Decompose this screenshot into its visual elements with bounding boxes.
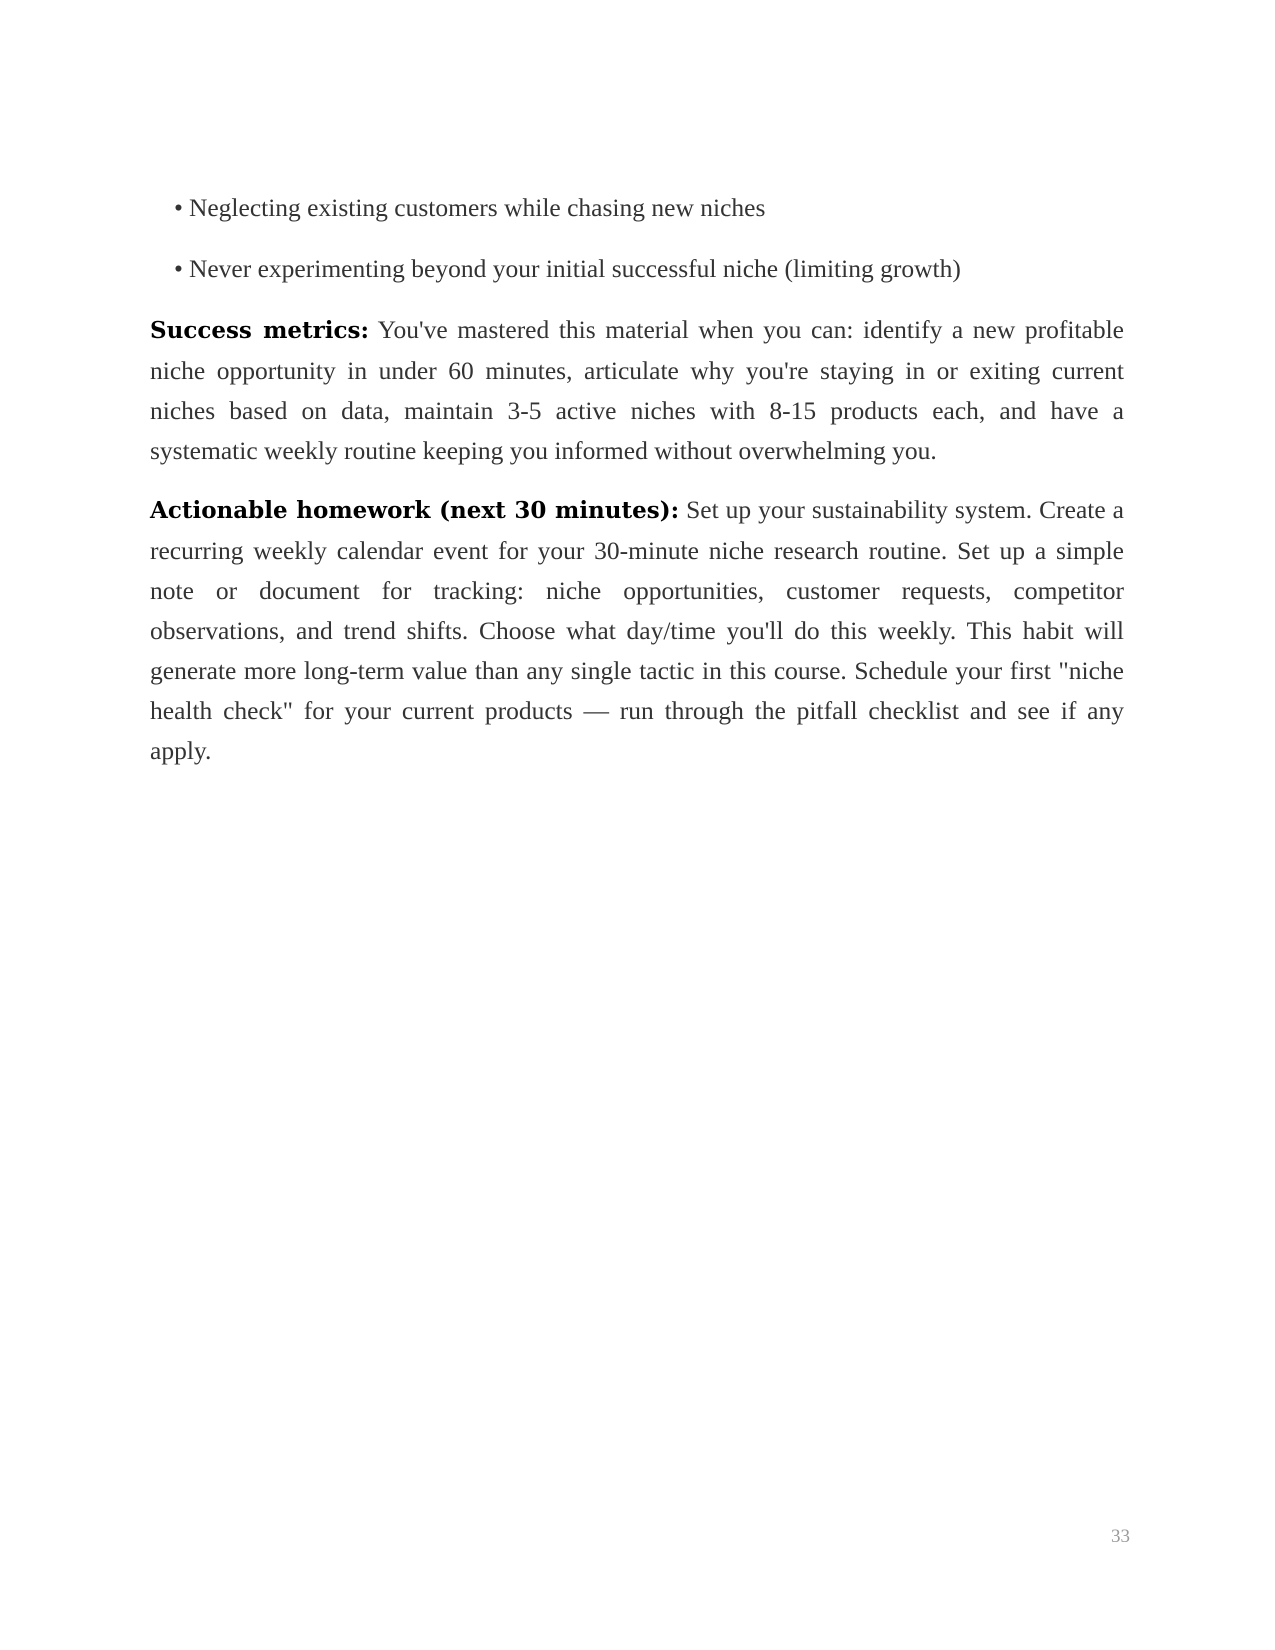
list-item (174, 249, 1124, 289)
page-number: 33 (1111, 1526, 1130, 1547)
list-item-text: Never experimenting beyond your initial successful niche (limiting growth) (188, 254, 961, 283)
pitfall-list (150, 188, 1124, 289)
success-metrics-text: You've mastered this material when you can: identify a new profitable niche opportunity in under 60 minutes, articulate why you're staying in or exiting current niches based on data, maintain 3-5 active niches with 8-15 products each, and have a systematic weekly routine keeping you informed without overwhelming you. (150, 315, 1124, 465)
success-metrics-label: Success metrics: (150, 317, 369, 344)
list-item (174, 188, 1124, 228)
bullet-icon: • (174, 254, 183, 283)
homework-paragraph (150, 490, 1124, 771)
homework-label: Actionable homework (next 30 minutes): (150, 497, 680, 524)
homework-text: Set up your sustainability system. Create a recurring weekly calendar event for your 30-minute niche research routine. Set up a simple note or document for tracking: niche opportunities, customer requests, competitor observations, and trend shifts. Choose what day/time you'll do this weekly. This habit will generate more long-term value than any single tactic in this course. Schedule your first "niche health check" for your current products — run through the pitfall checklist and see if any apply. (150, 495, 1124, 765)
list-item-text: Neglecting existing customers while chasing new niches (188, 193, 766, 222)
success-metrics-paragraph (150, 310, 1124, 471)
bullet-icon: • (174, 193, 183, 222)
page-content (150, 188, 1124, 790)
